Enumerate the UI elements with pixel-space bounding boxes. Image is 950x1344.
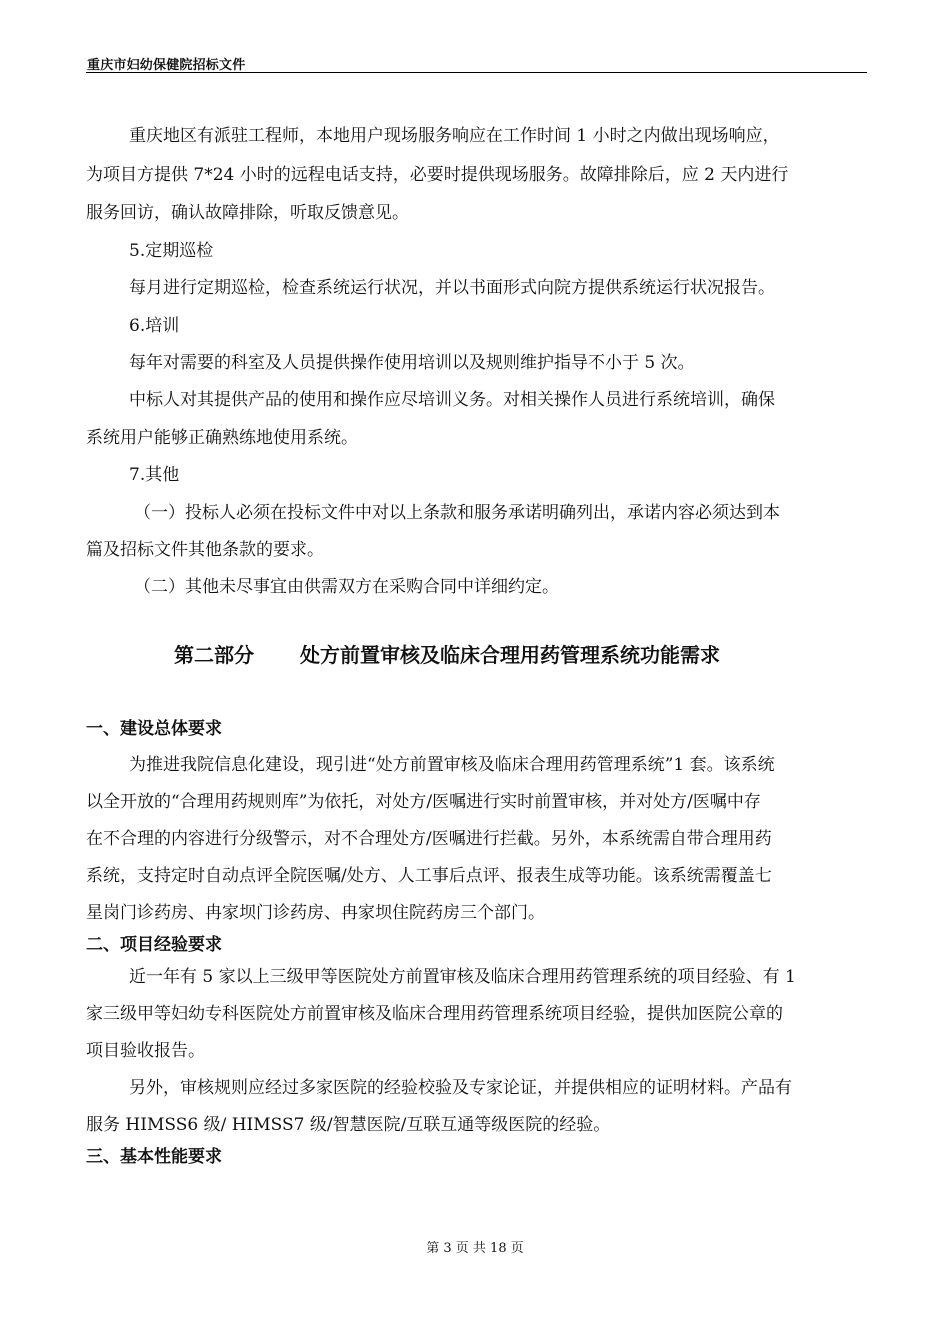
list-item: （二）其他未尽事宜由供需双方在采购合同中详细约定。 <box>134 577 559 597</box>
paragraph-line: 为推进我院信息化建设，现引进“处方前置审核及临床合理用药管理系统”1 套。该系统 <box>129 755 775 775</box>
paragraph-line: 服务回访，确认故障排除，听取反馈意见。 <box>86 203 409 223</box>
paragraph-line: 以全开放的“合理用药规则库”为依托，对处方/医嘱进行实时前置审核，并对处方/医嘱中存 <box>86 792 761 812</box>
paragraph-line: 在不合理的内容进行分级警示，对不合理处方/医嘱进行拦截。另外，本系统需自带合理用药 <box>86 829 772 849</box>
part-label: 第二部分 <box>174 643 254 667</box>
paragraph-line: 另外，审核规则应经过多家医院的经验校验及专家论证，并提供相应的证明材料。产品有 <box>129 1078 792 1098</box>
page-footer: 第 3 页 共 18 页 <box>426 1241 524 1256</box>
paragraph-line: 中标人对其提供产品的使用和操作应尽培训义务。对相关操作人员进行系统培训，确保 <box>129 390 775 410</box>
paragraph-line: 系统，支持定时自动点评全院医嘱/处方、人工事后点评、报表生成等功能。该系统需覆盖七 <box>86 866 772 886</box>
paragraph-line: 系统用户能够正确熟练地使用系统。 <box>86 428 358 448</box>
paragraph-line: 近一年有 5 家以上三级甲等医院处方前置审核及临床合理用药管理系统的项目经验、有 1 <box>129 967 796 987</box>
paragraph-line: 家三级甲等妇幼专科医院处方前置审核及临床合理用药管理系统项目经验，提供加医院公章的 <box>86 1004 783 1024</box>
paragraph-line: 为项目方提供 7*24 小时的远程电话支持，必要时提供现场服务。故障排除后，应 2 天内进行 <box>86 165 789 185</box>
section-heading: 一、建设总体要求 <box>86 719 222 739</box>
paragraph-line: 项目验收报告。 <box>86 1041 205 1061</box>
list-item: （一）投标人必须在投标文件中对以上条款和服务承诺明确列出，承诺内容必须达到本 <box>134 503 780 523</box>
part-heading <box>174 645 720 665</box>
paragraph-line: 服务 HIMSS6 级/ HIMSS7 级/智慧医院/互联互通等级医院的经验。 <box>86 1115 611 1135</box>
paragraph-line: 重庆地区有派驻工程师，本地用户现场服务响应在工作时间 1 小时之内做出现场响应， <box>129 126 780 146</box>
section-heading: 二、项目经验要求 <box>86 935 222 955</box>
page-header <box>86 52 867 73</box>
paragraph-line: 星岗门诊药房、冉家坝门诊药房、冉家坝住院药房三个部门。 <box>86 903 545 923</box>
section-6-title: 6.培训 <box>129 316 180 336</box>
paragraph-line: 篇及招标文件其他条款的要求。 <box>86 540 324 560</box>
part-title: 处方前置审核及临床合理用药管理系统功能需求 <box>300 643 720 667</box>
header-title: 重庆市妇幼保健院招标文件 <box>87 58 246 73</box>
section-heading: 三、基本性能要求 <box>86 1147 222 1167</box>
section-5-title: 5.定期巡检 <box>129 241 214 261</box>
section-6-text: 每年对需要的科室及人员提供操作使用培训以及规则维护指导不小于 5 次。 <box>129 353 695 373</box>
section-7-title: 7.其他 <box>129 465 180 485</box>
section-5-text: 每月进行定期巡检，检查系统运行状况，并以书面形式向院方提供系统运行状况报告。 <box>129 278 775 298</box>
